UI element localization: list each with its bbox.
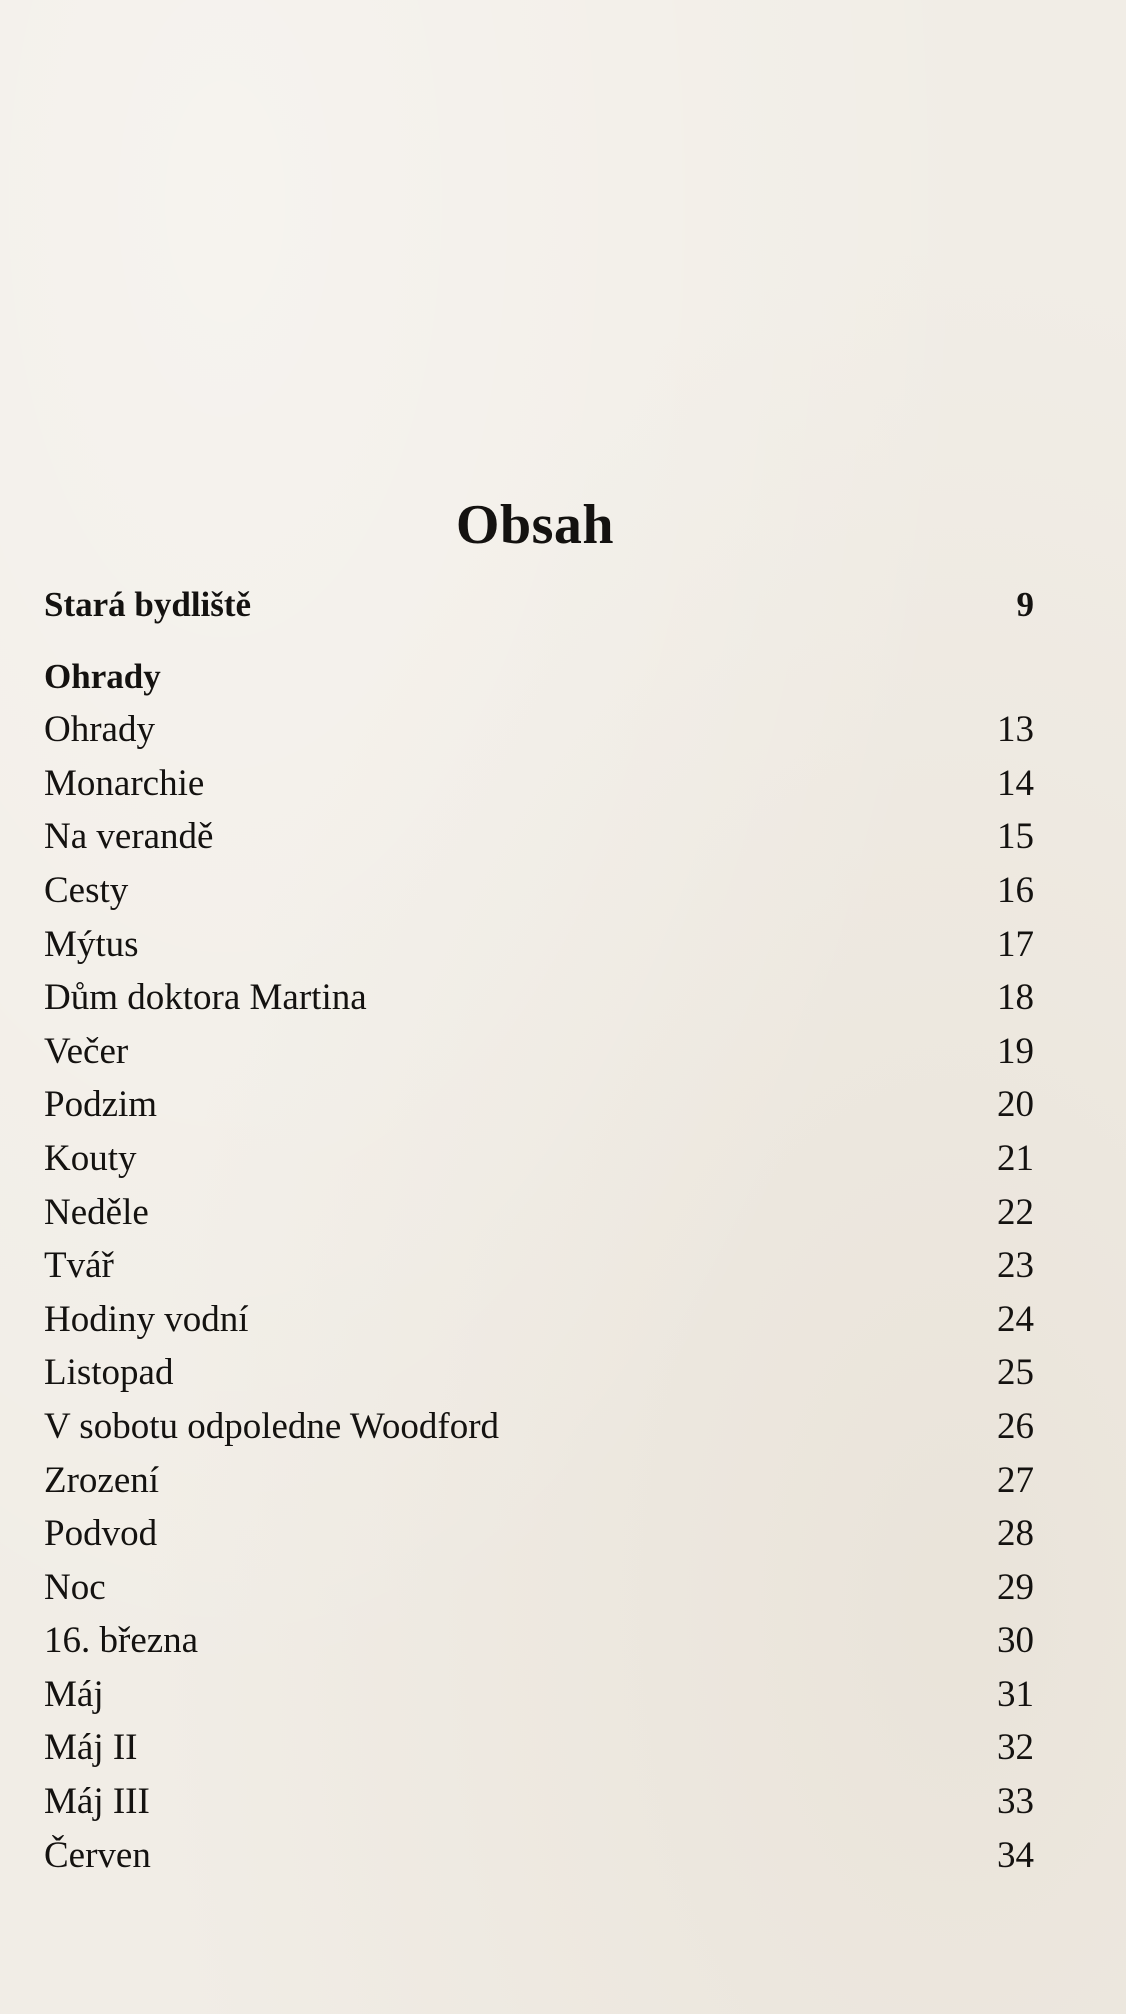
toc-page-number: 32 [997,1727,1034,1769]
toc-page-number: 18 [997,977,1034,1019]
toc-entry-title: Podzim [44,1084,158,1126]
toc-entry [44,810,1034,864]
toc-entry [44,1614,1034,1668]
toc-entry [44,757,1034,811]
toc-entry-title: Noc [44,1566,106,1608]
toc-entry [44,918,1034,972]
toc-entry [44,1775,1034,1829]
toc-entry [44,1239,1034,1293]
toc-entry-title: Listopad [44,1352,174,1394]
toc-entry [44,1507,1034,1561]
toc-entry [44,1132,1034,1186]
toc-entry [44,1293,1034,1347]
toc-page-number: 33 [997,1781,1034,1823]
section-gap [44,632,1034,650]
toc-entry [44,864,1034,918]
toc-page-number: 13 [997,709,1034,751]
toc-page-number: 19 [997,1030,1034,1072]
toc-entry [44,1668,1034,1722]
page-title: Obsah [455,494,615,556]
toc-entry-title: Mýtus [44,923,139,965]
toc-entry-title: V sobotu odpoledne Woodford [44,1405,500,1447]
toc-entry-title: 16. března [44,1620,199,1662]
toc-entry-list [44,703,1034,1882]
toc-entry [44,1025,1034,1079]
toc-entry [44,1400,1034,1454]
toc-page-number: 9 [1016,585,1034,624]
toc-entry [44,1078,1034,1132]
table-of-contents [44,578,1034,1882]
toc-page-number: 23 [997,1245,1034,1287]
toc-entry-title: Hodiny vodní [44,1298,249,1340]
toc-section [44,650,1034,704]
toc-entry-title: Ohrady [44,709,155,751]
toc-entry-title: Červen [44,1834,151,1876]
toc-page-number: 24 [997,1298,1034,1340]
toc-entry-title: Na verandě [44,816,214,858]
toc-page-number: 26 [997,1405,1034,1447]
toc-section-title: Stará bydliště [44,585,252,624]
toc-page-number: 28 [997,1513,1034,1555]
toc-entry [44,1829,1034,1883]
toc-page-number: 30 [997,1620,1034,1662]
toc-entry [44,1721,1034,1775]
toc-entry [44,1561,1034,1615]
toc-page-number: 25 [997,1352,1034,1394]
toc-entry [44,703,1034,757]
toc-page-number: 21 [997,1137,1034,1179]
toc-entry-title: Tvář [44,1245,114,1287]
toc-section-title: Ohrady [44,656,161,696]
toc-page-number: 34 [997,1834,1034,1876]
toc-entry-title: Dům doktora Martina [44,977,367,1019]
toc-page-number: 16 [997,869,1034,911]
toc-page-number: 27 [997,1459,1034,1501]
toc-entry-title: Neděle [44,1191,149,1233]
toc-entry-title: Podvod [44,1513,158,1555]
toc-entry-title: Cesty [44,869,129,911]
toc-page-number: 31 [997,1673,1034,1715]
toc-entry-title: Máj III [44,1781,150,1823]
toc-entry-title: Máj II [44,1727,138,1769]
toc-section [44,578,1034,632]
toc-page-number: 17 [997,923,1034,965]
toc-entry [44,971,1034,1025]
toc-page-number: 14 [997,762,1034,804]
toc-entry [44,1454,1034,1508]
toc-page-number: 15 [997,816,1034,858]
toc-entry-title: Kouty [44,1137,137,1179]
toc-entry-title: Máj [44,1673,104,1715]
toc-entry [44,1346,1034,1400]
toc-page-number: 20 [997,1084,1034,1126]
toc-page-number: 22 [997,1191,1034,1233]
toc-entry-title: Zrození [44,1459,160,1501]
toc-entry-title: Monarchie [44,762,205,804]
toc-entry [44,1186,1034,1240]
toc-page-number: 29 [997,1566,1034,1608]
toc-entry-title: Večer [44,1030,129,1072]
